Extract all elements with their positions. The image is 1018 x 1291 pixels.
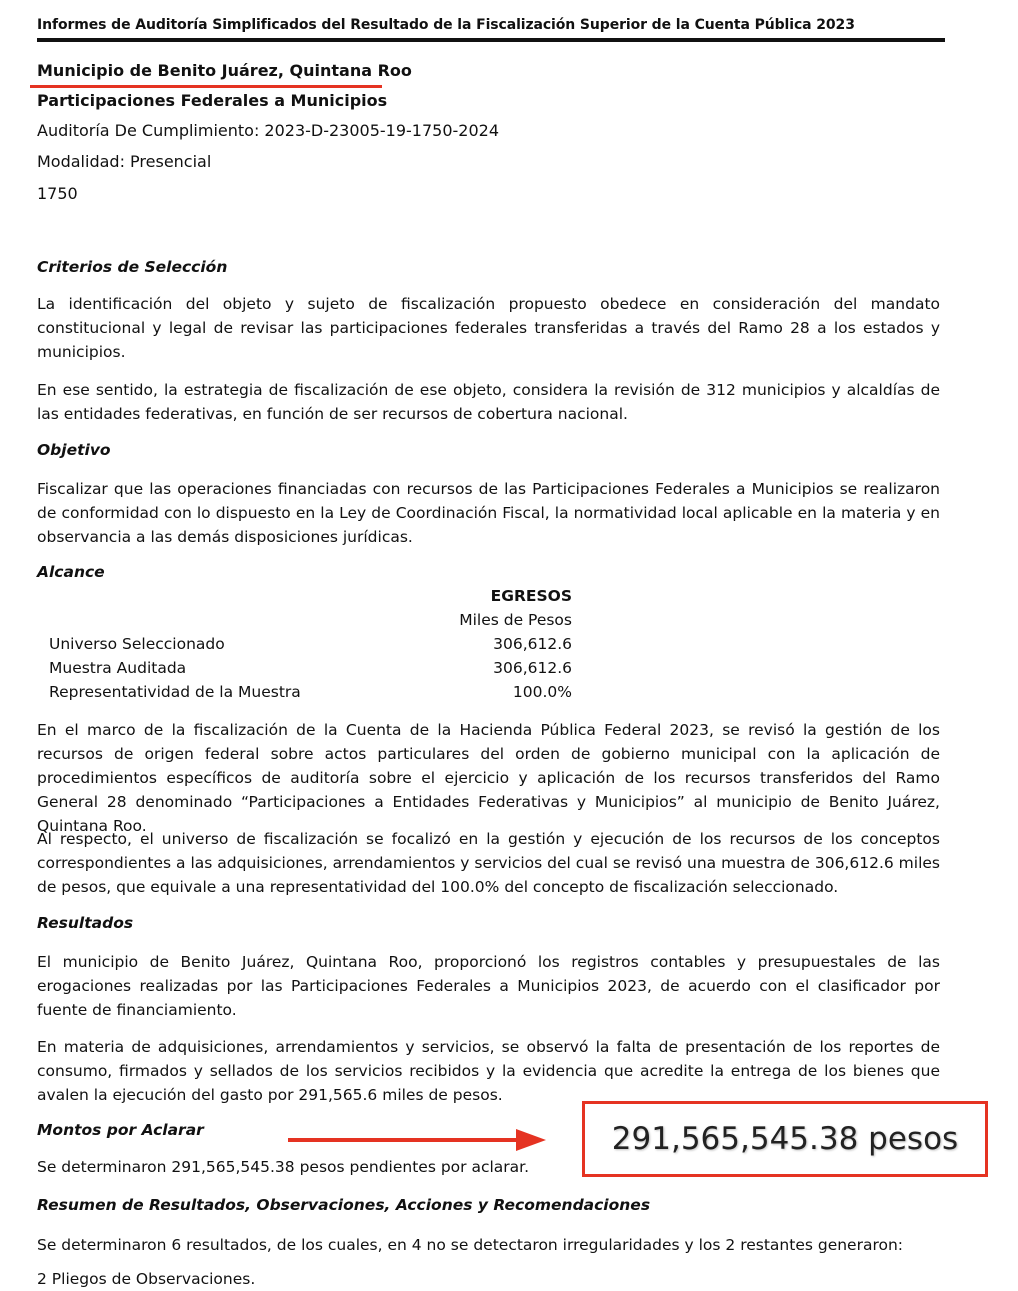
row-value: 100.0% [512, 683, 572, 701]
montos-paragraph: Se determinaron 291,565,545.38 pesos pendientes por aclarar. [37, 1158, 530, 1176]
table-row [49, 635, 572, 657]
amount-callout-box [582, 1101, 988, 1177]
resultados-paragraph-1: El municipio de Benito Juárez, Quintana Roo, proporcionó los registros contables y presupuestales de las erogaciones realizadas por las Participaciones Federales a Municipios 2023, de acuerdo con el clasificador por fuente de financiamiento. [37, 953, 940, 1019]
callout-amount: 291,565,545.38 pesos [611, 1121, 959, 1157]
section-heading-alcance: Alcance [37, 563, 105, 581]
row-value: 306,612.6 [493, 659, 572, 677]
document-header: Informes de Auditoría Simplificados del Resultado de la Fiscalización Superior de la Cuenta Pública 2023 [37, 17, 855, 33]
section-heading-objetivo: Objetivo [37, 441, 111, 459]
table-row [49, 683, 572, 705]
entity-highlight-underline [30, 85, 382, 88]
objetivo-paragraph: Fiscalizar que las operaciones financiadas con recursos de las Participaciones Federales a Municipios se realizaron de conformidad con lo dispuesto en la Ley de Coordinación Fiscal, la normatividad local aplicable en la materia y en observancia a las demás disposiciones jurídicas. [37, 480, 940, 546]
table-header-row [49, 587, 572, 609]
alcance-paragraph-2: Al respecto, el universo de fiscalización se focalizó en la gestión y ejecución de los recursos de los conceptos correspondientes a las adquisiciones, arrendamientos y servicios del cual se revisó una muestra de 306,612.6 miles de pesos, que equivale a una representatividad del 100.0% del concepto de fiscalización seleccionado. [37, 830, 940, 896]
audit-code: Auditoría De Cumplimiento: 2023-D-23005-19-1750-2024 [37, 121, 500, 140]
column-unit: Miles de Pesos [459, 611, 572, 629]
audit-modality: Modalidad: Presencial [37, 152, 212, 171]
table-row [49, 659, 572, 681]
row-label: Muestra Auditada [49, 659, 187, 677]
section-heading-criterios: Criterios de Selección [37, 258, 228, 276]
audit-number: 1750 [37, 184, 78, 203]
criterios-paragraph-2: En ese sentido, la estrategia de fiscalización de ese objeto, considera la revisión de 312 municipios y alcaldías de las entidades federativas, en función de ser recursos de cobertura nacional. [37, 381, 940, 423]
criterios-paragraph-1: La identificación del objeto y sujeto de fiscalización propuesto obedece en consideración del mandato constitucional y legal de revisar las participaciones federales transferidas a través del Ramo 28 a los estados y municipios. [37, 295, 940, 361]
program-name: Participaciones Federales a Municipios [37, 91, 388, 110]
alcance-paragraph-1: En el marco de la fiscalización de la Cuenta de la Hacienda Pública Federal 2023, se revisó la gestión de los recursos de origen federal sobre actos particulares del orden de gobierno municipal con la aplicación de procedimientos específicos de auditoría sobre el ejercicio y aplicación de los recursos transferidos del Ramo General 28 denominado “Participaciones a Entidades Federativas y Municipios” al municipio de Benito Juárez, Quintana Roo. [37, 721, 940, 835]
table-unit-row [49, 611, 572, 633]
section-heading-resumen: Resumen de Resultados, Observaciones, Acciones y Recomendaciones [37, 1196, 651, 1214]
section-heading-montos: Montos por Aclarar [37, 1121, 204, 1139]
resultados-paragraph-2: En materia de adquisiciones, arrendamientos y servicios, se observó la falta de presentación de los reportes de consumo, firmados y sellados de los servicios recibidos y la evidencia que acredite la entrega de los bienes que avalen la ejecución del gasto por 291,565.6 miles de pesos. [37, 1038, 940, 1104]
section-heading-resultados: Resultados [37, 914, 134, 932]
arrow-right-icon [288, 1127, 550, 1153]
resumen-paragraph-2: 2 Pliegos de Observaciones. [37, 1270, 256, 1288]
row-label: Universo Seleccionado [49, 635, 225, 653]
entity-name: Municipio de Benito Juárez, Quintana Roo [37, 61, 412, 80]
resumen-paragraph-1: Se determinaron 6 resultados, de los cuales, en 4 no se detectaron irregularidades y los 2 restantes generaron: [37, 1236, 904, 1254]
row-label: Representatividad de la Muestra [49, 683, 301, 701]
row-value: 306,612.6 [493, 635, 572, 653]
header-rule [37, 38, 945, 42]
column-title: EGRESOS [490, 587, 572, 605]
